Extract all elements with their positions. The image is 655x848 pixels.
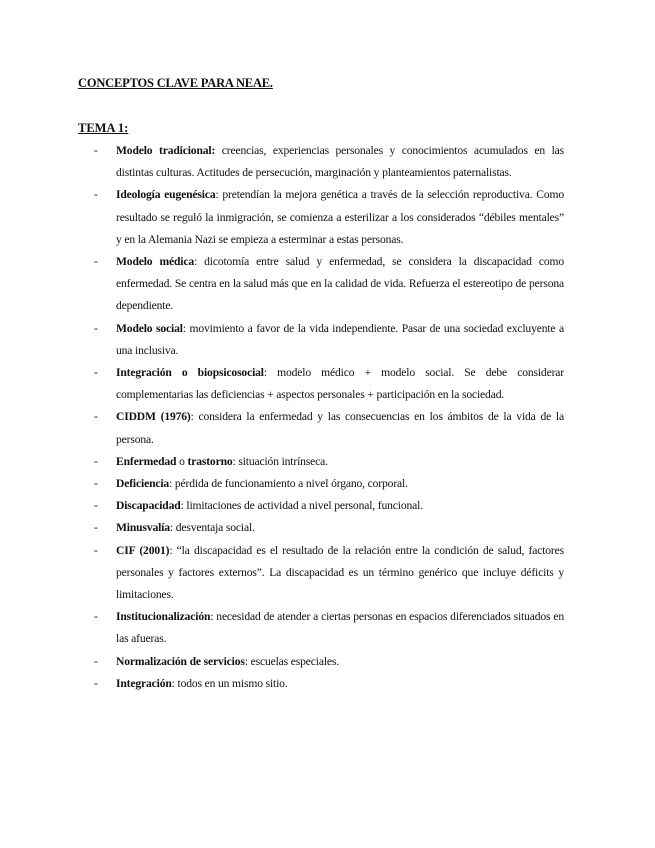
list-item bbox=[78, 318, 564, 362]
concept-term: Ideología eugenésica bbox=[116, 188, 216, 202]
concept-description: : desventaja social. bbox=[169, 521, 255, 535]
bullet: - bbox=[94, 654, 98, 668]
concept-description: : considera la enfermedad y las consecuencias en los ámbitos de la vida de la persona. bbox=[116, 410, 564, 446]
list-item bbox=[78, 406, 564, 450]
concept-description: : dicotomía entre salud y enfermedad, se considera la discapacidad como enfermedad. Se centra en la salud más que en la calidad de vida. Refuerza el estereotipo de persona dependiente. bbox=[116, 255, 565, 313]
bullet: - bbox=[94, 521, 98, 535]
list-item bbox=[78, 540, 564, 607]
concept-list bbox=[78, 140, 564, 695]
bullet: - bbox=[94, 610, 98, 624]
bullet: - bbox=[94, 543, 98, 557]
list-item bbox=[78, 673, 564, 695]
concept-description: : movimiento a favor de la vida independiente. Pasar de una sociedad excluyente a una inclusiva. bbox=[116, 321, 564, 357]
document-title: CONCEPTOS CLAVE PARA NEAE. bbox=[78, 76, 273, 90]
concept-description: : pérdida de funcionamiento a nivel órgano, corporal. bbox=[169, 477, 408, 491]
concept-description: : escuelas especiales. bbox=[244, 654, 339, 668]
list-item bbox=[78, 606, 564, 650]
concept-description: creencias, experiencias personales y conocimientos acumulados en las distintas culturas. Actitudes de persecución, marginación y planteamientos paternalistas. bbox=[116, 144, 564, 180]
concept-term: Normalización de servicios bbox=[116, 654, 245, 668]
concept-term: Integración o biopsicosocial bbox=[116, 366, 264, 380]
concept-term: Modelo médica bbox=[116, 255, 195, 269]
bullet: - bbox=[94, 366, 98, 380]
concept-description: : necesidad de atender a ciertas personas en espacios diferenciados situados en las afueras. bbox=[116, 610, 564, 646]
list-item bbox=[78, 473, 564, 495]
concept-term: Discapacidad bbox=[116, 499, 181, 513]
concept-term: CIF (2001) bbox=[116, 543, 170, 557]
list-item bbox=[78, 140, 564, 184]
bullet: - bbox=[94, 255, 98, 269]
bullet: - bbox=[94, 144, 98, 157]
concept-term: Minusvalía bbox=[116, 521, 170, 535]
concept-description: : todos en un mismo sitio. bbox=[171, 676, 288, 690]
concept-term: Institucionalización bbox=[116, 610, 211, 624]
concept-description: : pretendían la mejora genética a través de la selección reproductiva. Como resultado se reguló la inmigración, se comienza a esterilizar a los considerados “débiles mentales” y en la Alemania Nazi se empieza a esterminar a estas personas. bbox=[116, 188, 564, 246]
bullet: - bbox=[94, 188, 98, 202]
concept-term: CIDDM (1976) bbox=[116, 410, 191, 424]
concept-term-secondary: trastorno bbox=[187, 454, 233, 468]
concept-connector: o bbox=[176, 454, 188, 468]
bullet: - bbox=[94, 676, 98, 690]
concept-description: : limitaciones de actividad a nivel personal, funcional. bbox=[180, 499, 423, 513]
concept-term: Modelo social bbox=[116, 321, 183, 335]
concept-term: Integración bbox=[116, 676, 172, 690]
section-title: TEMA 1: bbox=[78, 121, 129, 135]
bullet: - bbox=[94, 321, 98, 335]
concept-description: : “la discapacidad es el resultado de la relación entre la condición de salud, factores personales y factores externos”. La discapacidad es un término genérico que incluye déficits y limitaciones. bbox=[116, 543, 565, 602]
list-item bbox=[78, 451, 564, 473]
bullet: - bbox=[94, 499, 98, 513]
concept-term: Enfermedad bbox=[116, 454, 177, 468]
list-item bbox=[78, 184, 564, 251]
bullet: - bbox=[94, 477, 98, 491]
bullet: - bbox=[94, 454, 98, 468]
list-item bbox=[78, 517, 564, 539]
list-item bbox=[78, 251, 564, 318]
concept-description: : modelo médico + modelo social. Se debe considerar complementarias las deficiencias + aspectos personales + participación en la sociedad. bbox=[116, 366, 564, 402]
concept-term: Deficiencia bbox=[116, 477, 170, 491]
concept-description: : situación intrínseca. bbox=[232, 454, 328, 468]
list-item bbox=[78, 362, 564, 406]
concept-term: Modelo tradicional: bbox=[116, 144, 216, 157]
bullet: - bbox=[94, 410, 98, 424]
list-item bbox=[78, 495, 564, 517]
list-item bbox=[78, 651, 564, 673]
